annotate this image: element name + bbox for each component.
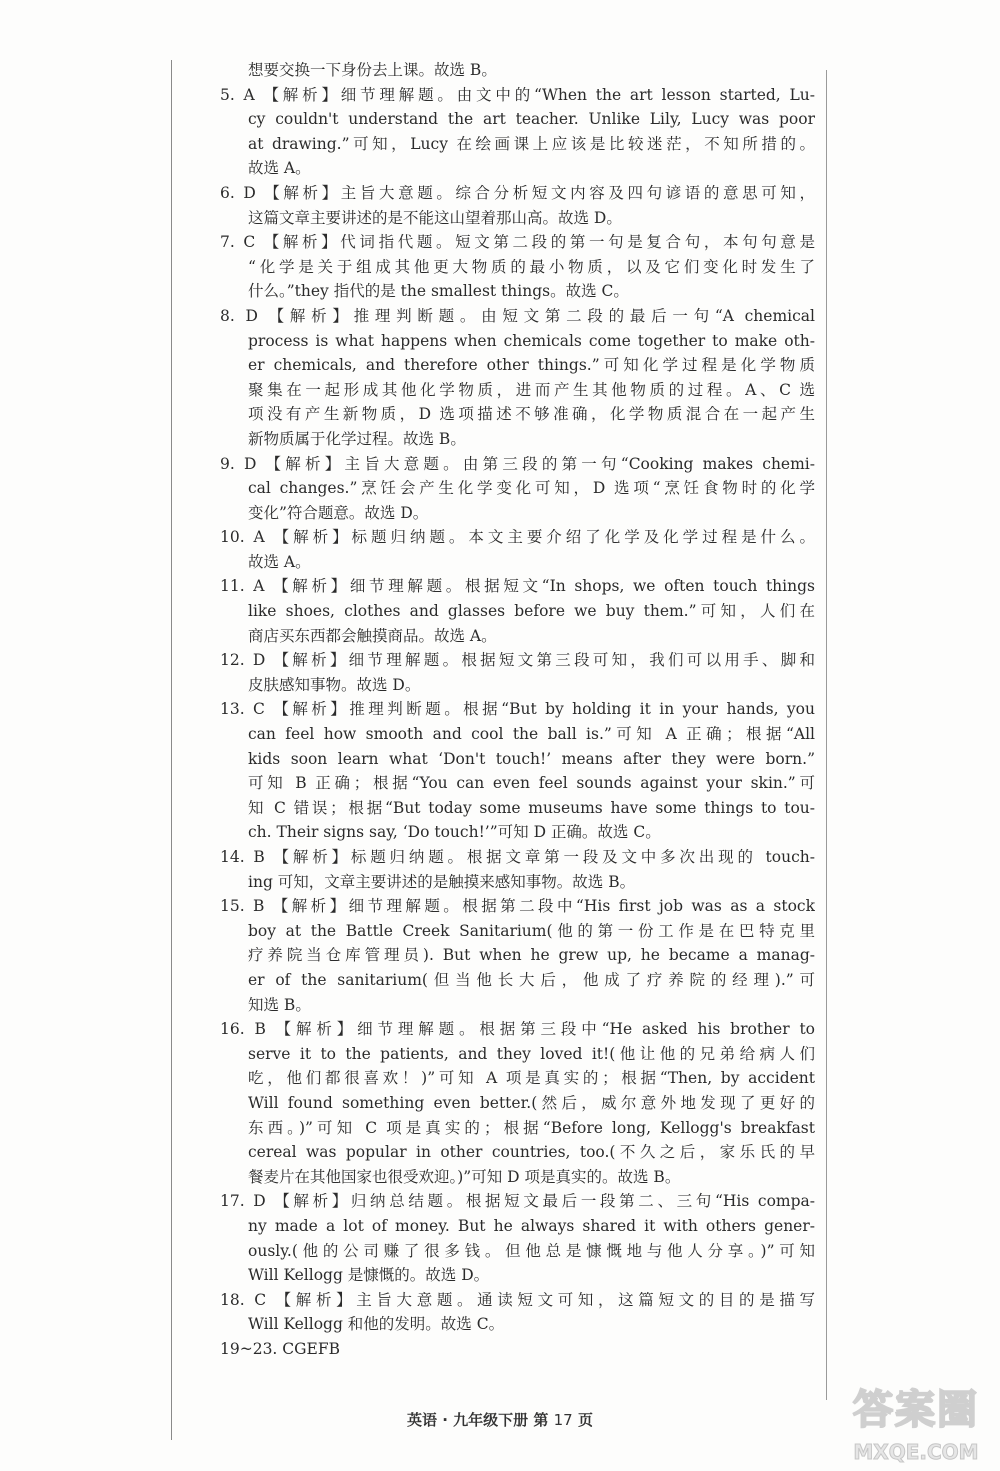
text-line: 17. D 【解析】归纳总结题。根据短文最后一段第二、三句“His compa- [220, 1192, 815, 1211]
text-line: 13. C 【解析】推理判断题。根据“But by holding it in your hands, you [220, 700, 815, 719]
text-line: 疗养院当仓库管理员). But when he grew up, he became a manag- [248, 946, 815, 965]
text-line: serve it to the patients, and they loved it!(他让他的兄弟给病人们 [248, 1044, 815, 1063]
text-line: 14. B 【解析】标题归纳题。根据文章第一段及文中多次出现的 touch- [220, 848, 815, 866]
text-line: cal changes.”烹饪会产生化学变化可知，D 选项“烹饪食物时的化学 [248, 479, 815, 498]
text-line: er chemicals, and therefore other things.”可知化学过程是化学物质 [248, 356, 815, 375]
text-line: 故选 A。 [248, 159, 311, 178]
text-line: 餐麦片在其他国家也很受欢迎。)”可知 D 项是真实的。故选 B。 [248, 1167, 681, 1186]
text-line: 故选 A。 [248, 552, 311, 571]
text-line: cereal was popular in other countries, too.(不久之后，家乐氏的早 [248, 1143, 815, 1162]
text-line: 6. D 【解析】主旨大意题。综合分析短文内容及四句谚语的意思可知， [220, 183, 815, 202]
text-line: “化学是关于组成其他更大物质的最小物质，以及它们变化时发生了 [248, 257, 815, 276]
text-line: 想要交换一下身份去上课。故选 B。 [248, 61, 497, 79]
watermark-url: MXQE.COM [853, 1440, 979, 1464]
text-line: 知选 B。 [248, 995, 311, 1014]
text-line: 什么。”they 指代的是 the smallest things。故选 C。 [248, 282, 629, 301]
text-line: ing 可知，文章主要讲述的是触摸来感知事物。故选 B。 [248, 872, 636, 891]
right-margin-rule [826, 70, 827, 1400]
text-line: 15. B 【解析】细节理解题。根据第二段中“His first job was as a stock [220, 897, 815, 916]
text-line: 新物质属于化学过程。故选 B。 [248, 429, 466, 448]
text-line: cy couldn't understand the art teacher. Unlike Lily, Lucy was poor [248, 110, 815, 129]
watermark-logo [846, 1384, 986, 1468]
text-line: Will Kellogg 是慷慨的。故选 D。 [248, 1266, 490, 1285]
text-line: 11. A 【解析】细节理解题。根据短文“In shops, we often touch things [220, 577, 815, 596]
answer-explanations [220, 58, 815, 1361]
text-line: 变化”符合题意。故选 D。 [248, 503, 429, 522]
text-line: er of the sanitarium(但当他长大后，他成了疗养院的经理).”可 [248, 970, 815, 989]
text-line: ch. Their signs say, ‘Do touch!’”可知 D 正确。故选 C。 [248, 823, 661, 842]
text-line: 9. D 【解析】主旨大意题。由第三段的第一句“Cooking makes chemi- [220, 454, 815, 473]
text-line: 16. B 【解析】细节理解题。根据第三段中“He asked his brother to [220, 1020, 815, 1039]
text-line: 8. D 【解析】推理判断题。由短文第二段的最后一句“A chemical [220, 306, 815, 325]
text-line: ously.(他的公司赚了很多钱。但他总是慷慨地与他人分享。)”可知 [248, 1241, 815, 1260]
text-line: ny made a lot of money. But he always shared it with others gener- [248, 1216, 815, 1235]
text-line: 5. A 【解析】细节理解题。由文中的“When the art lesson started, Lu- [220, 85, 815, 104]
text-line: 10. A 【解析】标题归纳题。本文主要介绍了化学及化学过程是什么。 [220, 528, 815, 547]
text-line: can feel how smooth and cool the ball is.”可知 A 正确；根据“All [248, 725, 815, 744]
footer-page-suffix: 页 [577, 1411, 593, 1429]
text-line: 吃，他们都很喜欢！)”可知 A 项是真实的；根据“Then, by accident [248, 1069, 815, 1088]
text-line: 商店买东西都会触摸商品。故选 A。 [248, 626, 497, 645]
text-line: at drawing.”可知，Lucy 在绘画课上应该是比较迷茫，不知所措的。 [248, 134, 815, 153]
text-line: 可知 B 正确；根据“You can even feel sounds against your skin.”可 [248, 774, 815, 793]
text-line: 12. D 【解析】细节理解题。根据短文第三段可知，我们可以用手、脚和 [220, 651, 815, 670]
text-line: Will Kellogg 和他的发明。故选 C。 [248, 1315, 505, 1334]
text-line: 这篇文章主要讲述的是不能这山望着那山高。故选 D。 [248, 208, 622, 227]
text-line: boy at the Battle Creek Sanitarium(他的第一份工作是在巴特克里 [248, 921, 815, 940]
text-line: kids soon learn what ‘Don't touch!’ means after they were born.” [248, 749, 815, 768]
text-line: 18. C 【解析】主旨大意题。通读短文可知，这篇短文的目的是描写 [220, 1290, 815, 1309]
footer-page-number: 17 [553, 1411, 573, 1429]
text-line: Will found something even better.(然后，威尔意外地发现了更好的 [248, 1093, 815, 1112]
text-line: 知 C 错误；根据“But today some museums have some things to tou- [248, 798, 815, 817]
watermark-glyphs: 答案圈 [853, 1387, 979, 1433]
text-line: 7. C 【解析】代词指代题。短文第二段的第一句是复合句，本句句意是 [220, 233, 815, 252]
left-margin-rule [171, 60, 172, 1440]
footer-subject: 英语 · 九年级下册 [407, 1411, 529, 1429]
text-line: 东西。)”可知 C 项是真实的；根据“Before long, Kellogg's breakfast [248, 1118, 815, 1137]
text-line: 项没有产生新物质，D 选项描述不够准确，化学物质混合在一起产生 [248, 405, 815, 424]
text-line: 聚集在一起形成其他化学物质，进而产生其他物质的过程。A、C 选 [248, 380, 815, 399]
text-line: 19~23. CGEFB [220, 1339, 340, 1358]
text-line: like shoes, clothes and glasses before we buy them.”可知，人们在 [248, 602, 815, 621]
text-line: process is what happens when chemicals come together to make oth- [248, 331, 815, 350]
text-line: 皮肤感知事物。故选 D。 [248, 675, 421, 694]
footer-page-prefix: 第 [533, 1411, 549, 1429]
